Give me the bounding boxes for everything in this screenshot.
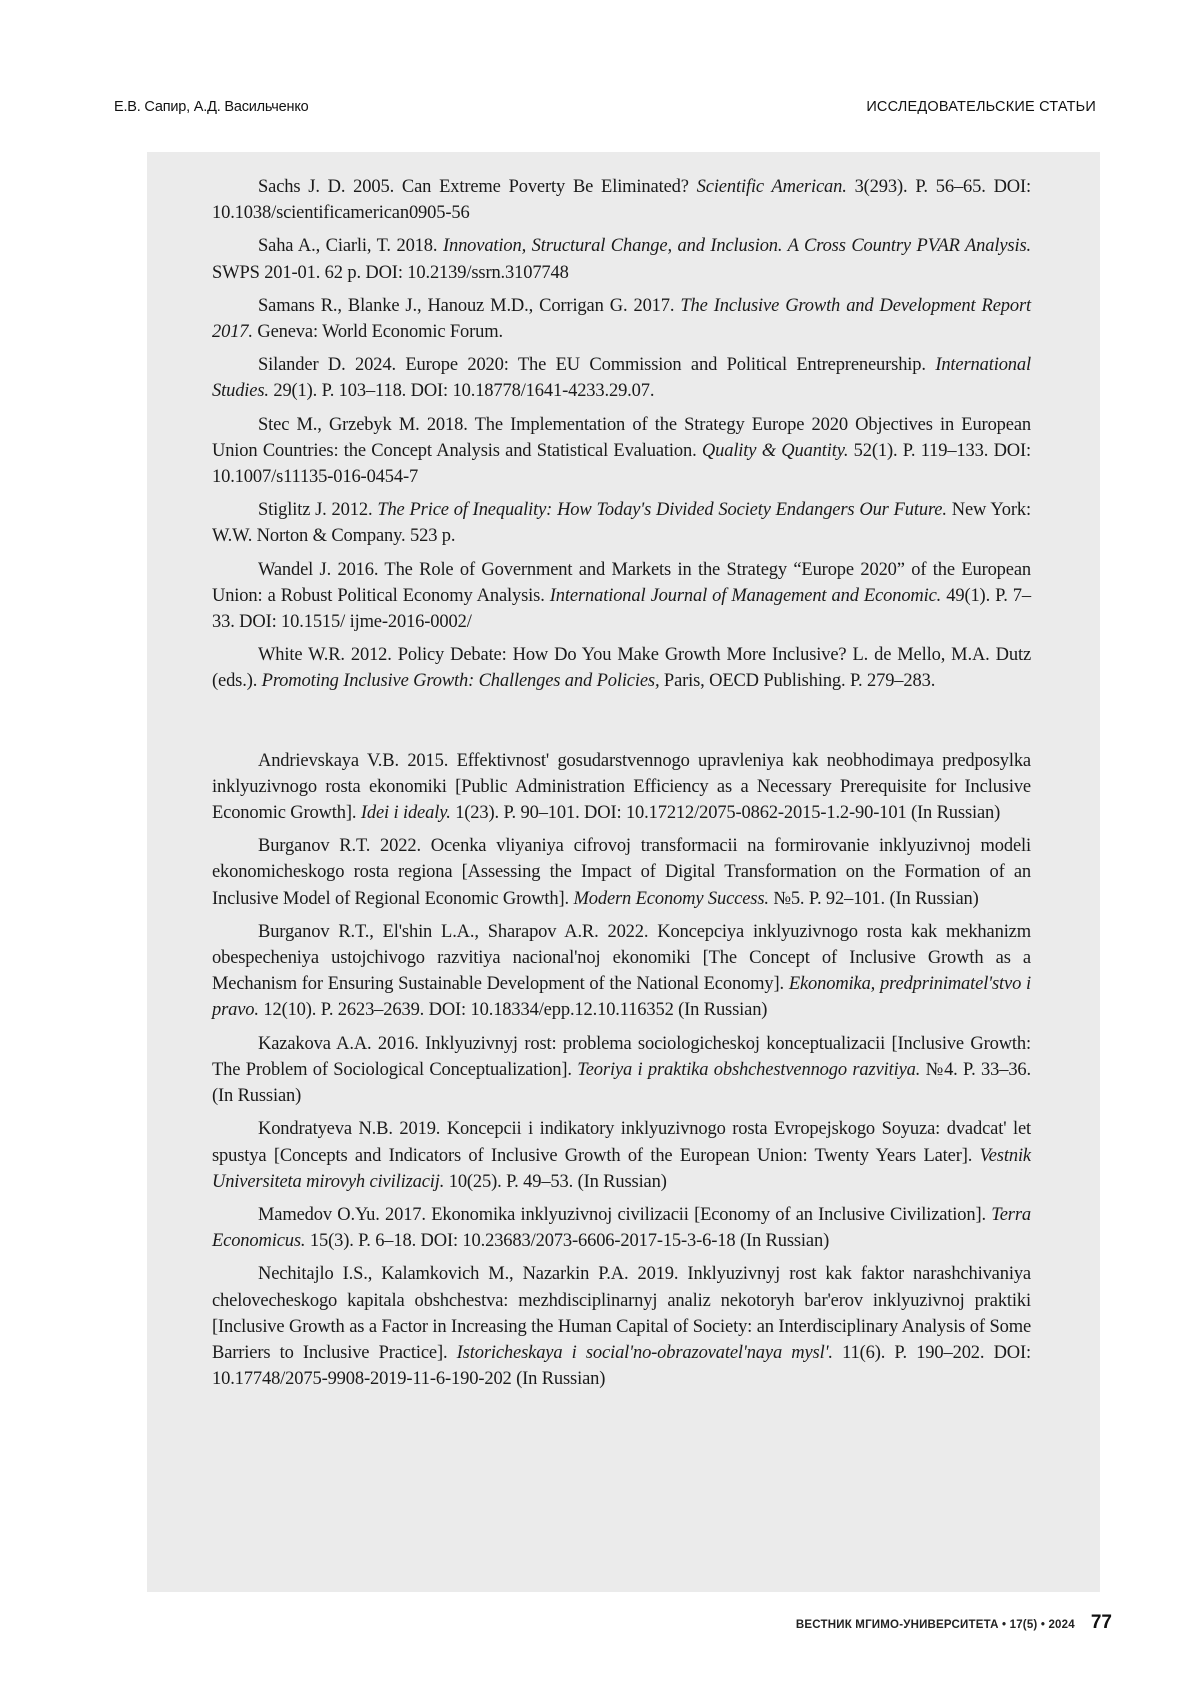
references-box bbox=[147, 152, 1100, 1592]
references-separator bbox=[212, 702, 1031, 748]
reference-source-title: Quality & Quantity. bbox=[702, 441, 848, 461]
reference-text: 12(10). P. 2623–2639. DOI: 10.18334/epp.12.10.116352 (In Russian) bbox=[259, 1000, 767, 1020]
reference-entry bbox=[212, 352, 1031, 404]
header-authors: Е.В. Сапир, А.Д. Васильченко bbox=[114, 99, 309, 115]
reference-text: Saha A., Ciarli, T. 2018. bbox=[258, 236, 443, 256]
reference-entry bbox=[212, 174, 1031, 226]
reference-entry bbox=[212, 412, 1031, 491]
reference-text: White W.R. 2012. Policy Debate: How Do You Make Growth More Inclusive? L. de Mello, M.A. Dutz (eds.). bbox=[212, 645, 1031, 691]
reference-text: Geneva: World Economic Forum. bbox=[253, 322, 503, 342]
reference-text: Andrievskaya V.B. 2015. Effektivnost' gosudarstvennogo upravleniya kak neobhodimaya predposylka inklyuzivnogo rosta ekonomiki [Public Administration Efficiency as a Necessary Pre­requisite for Inclusive Economic Growth]. bbox=[212, 751, 1031, 823]
reference-text: Sachs J. D. 2005. Can Extreme Poverty Be Eliminated? bbox=[258, 177, 697, 197]
reference-entry bbox=[212, 1031, 1031, 1110]
reference-entry bbox=[212, 1116, 1031, 1195]
reference-entry bbox=[212, 642, 1031, 694]
reference-source-title: Modern Economy Success. bbox=[573, 889, 768, 909]
reference-text: New York: W.W. Norton & Company. 523 p. bbox=[212, 500, 1031, 546]
reference-entry bbox=[212, 1261, 1031, 1392]
reference-text: №5. P. 92–101. (In Russian) bbox=[769, 889, 979, 909]
reference-text: Nechitajlo I.S., Kalamkovich M., Nazarkin P.A. 2019. Inklyuzivnyj rost kak faktor narash­chivaniya chelovecheskogo kapitala obshchestva: mezhdisciplinarnyj analiz nekotoryh bar'erov inklyuzivnoj praktiki [Inclusive Growth as a Factor in Increasing the Human Capital of Society: an Interdisciplinary Analysis of Some Barriers to Inclusive Practice]. bbox=[212, 1264, 1031, 1363]
running-head bbox=[114, 99, 1096, 115]
page-footer bbox=[796, 1612, 1112, 1634]
reference-text: 15(3). P. 6–18. DOI: 10.23683/2073-6606-2017-15-3-6-18 (In Russian) bbox=[305, 1231, 829, 1251]
reference-entry bbox=[212, 557, 1031, 636]
reference-text: 10(25). P. 49–53. (In Russian) bbox=[444, 1172, 666, 1192]
reference-text: 49(1). P. 7–33. DOI: 10.1515/ ijme-2016-0002/ bbox=[212, 586, 1031, 632]
reference-text: 52(1). P. 119–133. DOI: 10.1007/s11135-016-0454-7 bbox=[212, 441, 1031, 487]
reference-entry bbox=[212, 833, 1031, 912]
reference-entry bbox=[212, 1202, 1031, 1254]
reference-text: Paris, OECD Publishing. P. 279–283. bbox=[659, 671, 935, 691]
references-english bbox=[212, 174, 1031, 695]
reference-text: Kondratyeva N.B. 2019. Koncepcii i indikatory inklyuzivnogo rosta Evropejskogo Soyuza: dvadcat' let spustya [Concepts and Indicators of Inclusive Growth of the European Union: Twenty Years Later]. bbox=[212, 1119, 1031, 1165]
header-section: ИССЛЕДОВАТЕЛЬСКИЕ СТАТЬИ bbox=[866, 99, 1096, 115]
reference-entry bbox=[212, 293, 1031, 345]
reference-text: 1(23). P. 90–101. DOI: 10.17212/2075-0862-2015-1.2-90-101 (In Russian) bbox=[451, 803, 1000, 823]
reference-source-title: International Journal of Management and Economic. bbox=[550, 586, 941, 606]
reference-text: №4. P. 33–36. (In Russian) bbox=[212, 1060, 1031, 1106]
references-russian bbox=[212, 748, 1031, 1393]
reference-source-title: Ekonomika, predprinimatel'stvo i pravo. bbox=[212, 974, 1031, 1020]
reference-text: Samans R., Blanke J., Hanouz M.D., Corrigan G. 2017. bbox=[258, 296, 680, 316]
references-list bbox=[212, 174, 1031, 1399]
reference-text: Stec M., Grzebyk M. 2018. The Implementation of the Strategy Europe 2020 Objectives in European Union Countries: the Concept Analysis and Statistical Evaluation. bbox=[212, 415, 1031, 461]
reference-text: 11(6). P. 190–202. DOI: 10.17748/2075-9908-2019-11-6-190-202 (In Russian) bbox=[212, 1343, 1031, 1389]
reference-text: Silander D. 2024. Europe 2020: The EU Commission and Political Entrepreneurship. bbox=[258, 355, 935, 375]
reference-text: SWPS 201-01. 62 p. DOI: 10.2139/ssrn.3107748 bbox=[212, 263, 569, 283]
footer-journal: ВЕСТНИК МГИМО-УНИВЕРСИТЕТА • 17(5) • 2024 bbox=[796, 1619, 1075, 1631]
reference-source-title: Vestnik Universiteta mirovyh civilizacij. bbox=[212, 1146, 1031, 1192]
reference-text: Kazakova A.A. 2016. Inklyuzivnyj rost: problema sociologicheskoj konceptualizacii [Inclusive Growth: The Problem of Sociological Conceptualization]. bbox=[212, 1034, 1031, 1080]
reference-text: Wandel J. 2016. The Role of Government and Markets in the Strategy “Europe 2020” of the European Union: a Robust Political Economy Analysis. bbox=[212, 560, 1031, 606]
reference-source-title: The Inclusive Growth and Development Report 2017. bbox=[212, 296, 1031, 342]
reference-entry bbox=[212, 497, 1031, 549]
reference-text: 29(1). P. 103–118. DOI: 10.18778/1641-4233.29.07. bbox=[269, 381, 654, 401]
reference-text: Stiglitz J. 2012. bbox=[258, 500, 377, 520]
reference-text: Burganov R.T. 2022. Ocenka vliyaniya cifrovoj transformacii na formirovanie inklyuzivnoj modeli ekonomicheskogo rosta regiona [Assessing the Impact of Digital Transformation on the Formation of an Inclusive Model of Regional Economic Growth]. bbox=[212, 836, 1031, 908]
reference-source-title: Promoting Inclusive Growth: Challenges and Policies, bbox=[262, 671, 660, 691]
reference-source-title: Terra Economicus. bbox=[212, 1205, 1031, 1251]
reference-entry bbox=[212, 748, 1031, 827]
reference-text: 3(293). P. 56–65. DOI: 10.1038/scientificamerican0905-56 bbox=[212, 177, 1031, 223]
reference-source-title: Idei i idealy. bbox=[361, 803, 451, 823]
reference-text: Burganov R.T., El'shin L.A., Sharapov A.R. 2022. Koncepciya inklyuzivnogo rosta kak me­khanizm obespecheniya ustojchivogo razvitiya nacional'noj ekonomiki [The Concept of Inclu­sive Growth as a Mechanism for Ensuring Sustainable Development of the National Economy]. bbox=[212, 922, 1031, 994]
reference-entry bbox=[212, 919, 1031, 1024]
reference-source-title: Innovation, Structural Change, and Inclusion. A Cross Country PVAR Analysis. bbox=[443, 236, 1031, 256]
reference-source-title: Interna­tional Studies. bbox=[212, 355, 1031, 401]
reference-source-title: Istoricheskaya i social'no-obrazovatel'naya mysl'. bbox=[457, 1343, 833, 1363]
reference-text: Mamedov O.Yu. 2017. Ekonomika inklyuzivnoj civilizacii [Economy of an Inclusive Civili­zation]. bbox=[258, 1205, 991, 1225]
page-number: 77 bbox=[1091, 1612, 1112, 1634]
reference-source-title: The Price of Inequality: How Today's Divided Society Endangers Our Future. bbox=[377, 500, 947, 520]
reference-source-title: Scientific American. bbox=[697, 177, 847, 197]
reference-entry bbox=[212, 233, 1031, 285]
reference-source-title: Teoriya i praktika obshchestvennogo raz­vitiya. bbox=[577, 1060, 920, 1080]
